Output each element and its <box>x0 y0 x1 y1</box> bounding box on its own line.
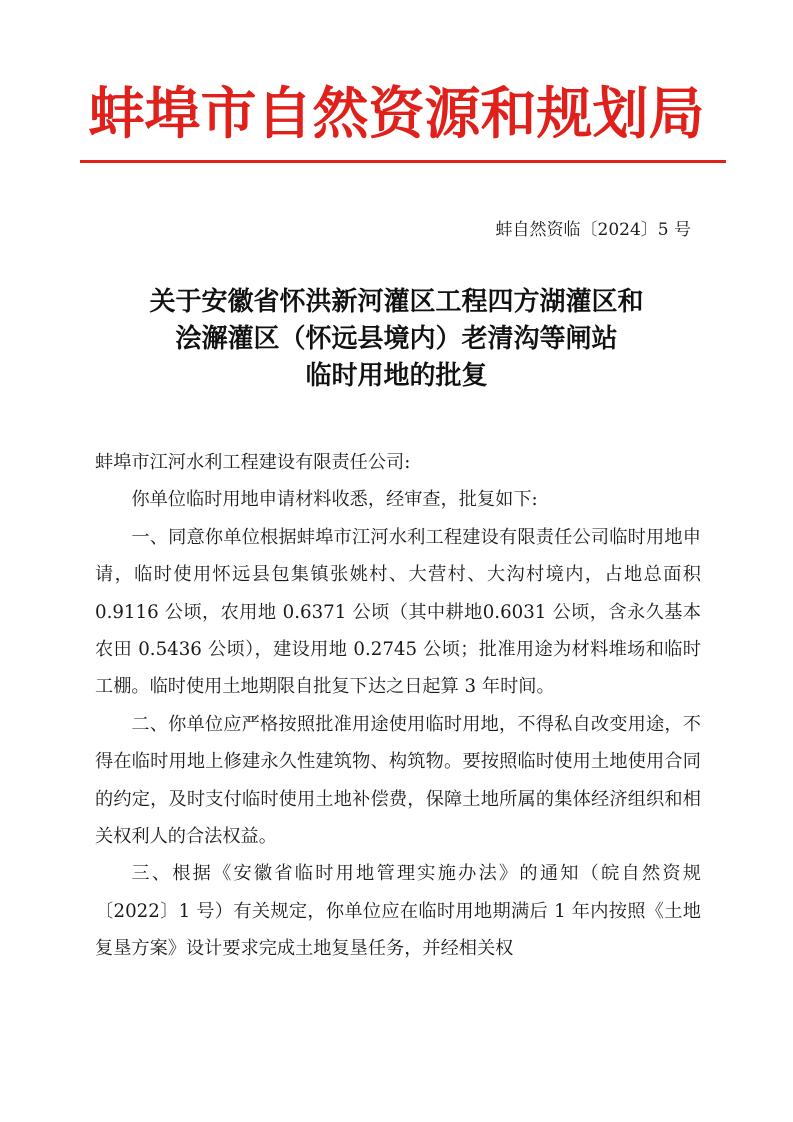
issuing-authority-header: 蚌埠市自然资源和规划局 <box>88 82 705 147</box>
salutation: 蚌埠市江河水利工程建设有限责任公司: <box>95 452 411 473</box>
body-paragraph: 三、根据《安徽省临时用地管理实施办法》的通知（皖自然资规〔2022〕1 号）有关规定，你单位应在临时用地期满后 1 年内按照《土地复垦方案》设计要求完成土地复垦任务，并经相关权 <box>95 863 701 960</box>
red-divider-line <box>80 160 726 163</box>
document-body <box>95 444 701 968</box>
title-line-2: 浍澥灌区（怀远县境内）老清沟等闸站 <box>175 324 618 354</box>
document-number: 蚌自然资临〔2024〕5 号 <box>495 220 691 240</box>
title-line-1: 关于安徽省怀洪新河灌区工程四方湖灌区和 <box>149 287 644 317</box>
body-paragraph: 你单位临时用地申请材料收悉，经审查，批复如下: <box>131 489 538 511</box>
document-title <box>60 284 733 395</box>
body-paragraph: 一、同意你单位根据蚌埠市江河水利工程建设有限责任公司临时用地申请，临时使用怀远县包集镇张姚村、大营村、大沟村境内，占地总面积 0.9116 公顷，农用地 0.6371 公顷（其中耕地0.6031 公顷，含永久基本农田 0.5436 公顷），建设用地 0.2745 公顷；批准用途为材料堆场和临时工棚。临时使用土地期限自批复下达之日起算 3 年时间。 <box>95 526 701 698</box>
body-paragraph: 二、你单位应严格按照批准用途使用临时用地，不得私自改变用途，不得在临时用地上修建永久性建筑物、构筑物。要按照临时使用土地使用合同的约定，及时支付临时使用土地补偿费，保障土地所属的集体经济组织和相关权利人的合法权益。 <box>95 713 701 848</box>
title-line-3: 临时用地的批复 <box>305 361 488 391</box>
